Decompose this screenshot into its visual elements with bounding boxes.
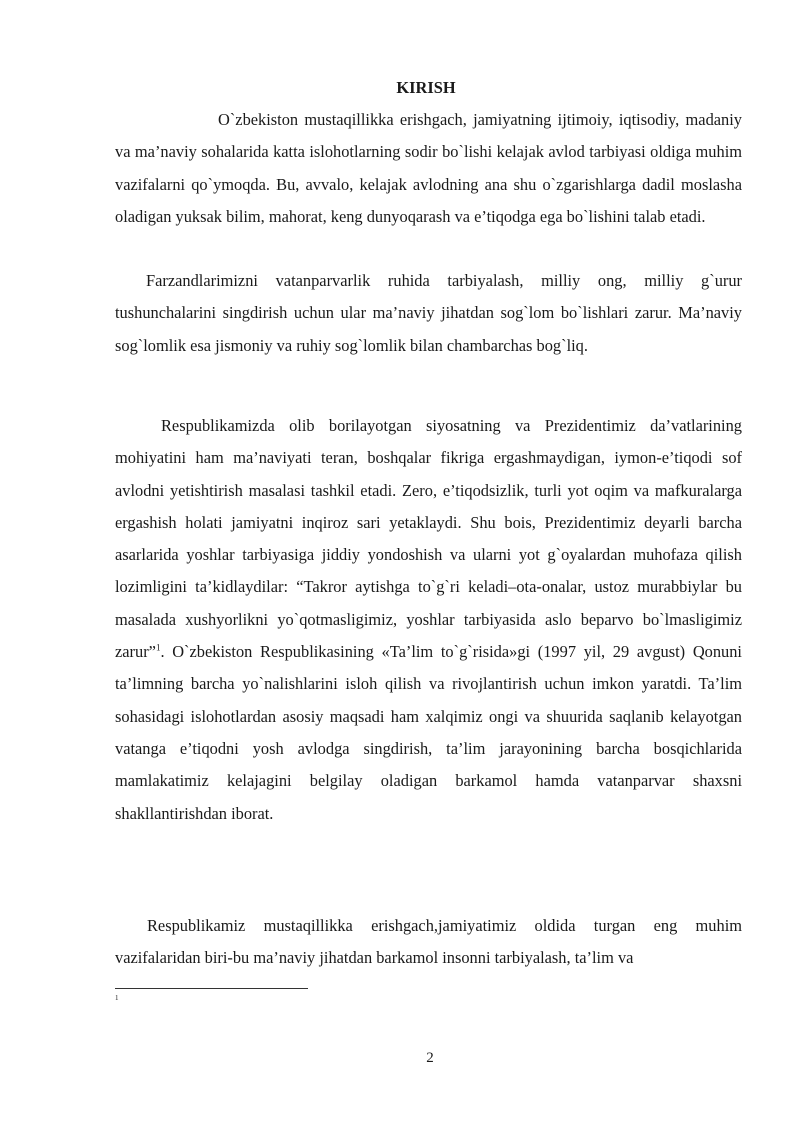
paragraph — [115, 910, 742, 975]
paragraph-text — [115, 410, 742, 830]
paragraph-text: Respublikamiz mustaqillikka erishgach,jamiyatimiz oldida turgan eng muhim vazifalaridan biri-bu ma’naviy jihatdan barkamol insonni tarbiyalash, ta’lim va — [115, 916, 742, 968]
footnote-reference[interactable]: 1 — [155, 642, 161, 653]
paragraph-text: Farzandlarimizni vatanparvarlik ruhida tarbiyalash, milliy ong, milliy g`urur tushunchalarini singdirish uchun ular ma’naviy jihatdan sog`lom bo`lishlari zarur. Ma’naviy sog`lomlik esa jismoniy va ruhiy sog`lomlik bilan chambarchas bog`liq. — [115, 271, 742, 355]
paragraph-text-part: Respublikamizda olib borilayotgan siyosatning va Prezidentimiz da’vatlarining mohiyatini ham ma’naviyati teran, boshqalar fikriga ergashmaydigan, iymon-e’tiqodi sof avlodni yetishtirish masalasi tashkil etadi. Zero, e’tiqodsizlik, turli yot oqim va mafkuralarga ergashish holati jamiyatni inqiroz sari yetaklaydi. Shu bois, Prezidentimiz deyarli barcha asarlarida yoshlar tarbiyasiga jiddiy yondoshish va ularni yot g`oyalardan muhofaza qilish lozimligini ta’kidlaydilar: “Takror aytishga to`g`ri keladi–ota-onalar, ustoz murabbiylar bu masalada xushyorlikni yo`qotmasligimiz, yoshlar tarbiyasida aslo beparvo bo`lmasligimiz zarur” — [115, 416, 742, 662]
page-number: 2 — [426, 1050, 434, 1066]
paragraph — [115, 410, 742, 830]
paragraph — [115, 104, 742, 233]
paragraph — [115, 265, 742, 362]
section-heading: KIRISH — [396, 78, 456, 97]
paragraph-text-part: . O`zbekiston Respublikasining «Ta’lim to`g`risida»gi (1997 yil, 29 avgust) Qonuni ta’limning barcha yo`nalishlarini isloh qilish va rivojlantirish uchun imkon yaratdi. Ta’lim sohasidagi islohotlardan asosiy maqsadi ham xalqimiz ongi va shuurida saqlanib kelayotgan vatanga e’tiqodni yosh avlodga singdirish, ta’lim jarayonining barcha bosqichlarida mamlakatimiz kelajagini belgilay oladigan barkamol hamda vatanparvar shaxsni shakllantirishdan iborat. — [115, 642, 742, 823]
footnote-separator — [115, 988, 308, 989]
footnote-mark: 1 — [115, 994, 119, 1002]
paragraph-text: O`zbekiston mustaqillikka erishgach, jamiyatning ijtimoiy, iqtisodiy, madaniy va ma’naviy sohalarida katta islohotlarning sodir bo`lishi kelajak avlod tarbiyasi oldiga muhim vazifalarni qo`ymoqda. Bu, avvalo, kelajak avlodning ana shu o`zgarishlarga dadil moslasha oladigan yuksak bilim, mahorat, keng dunyoqarash va e’tiqodga ega bo`lishini talab etadi. — [115, 110, 742, 226]
